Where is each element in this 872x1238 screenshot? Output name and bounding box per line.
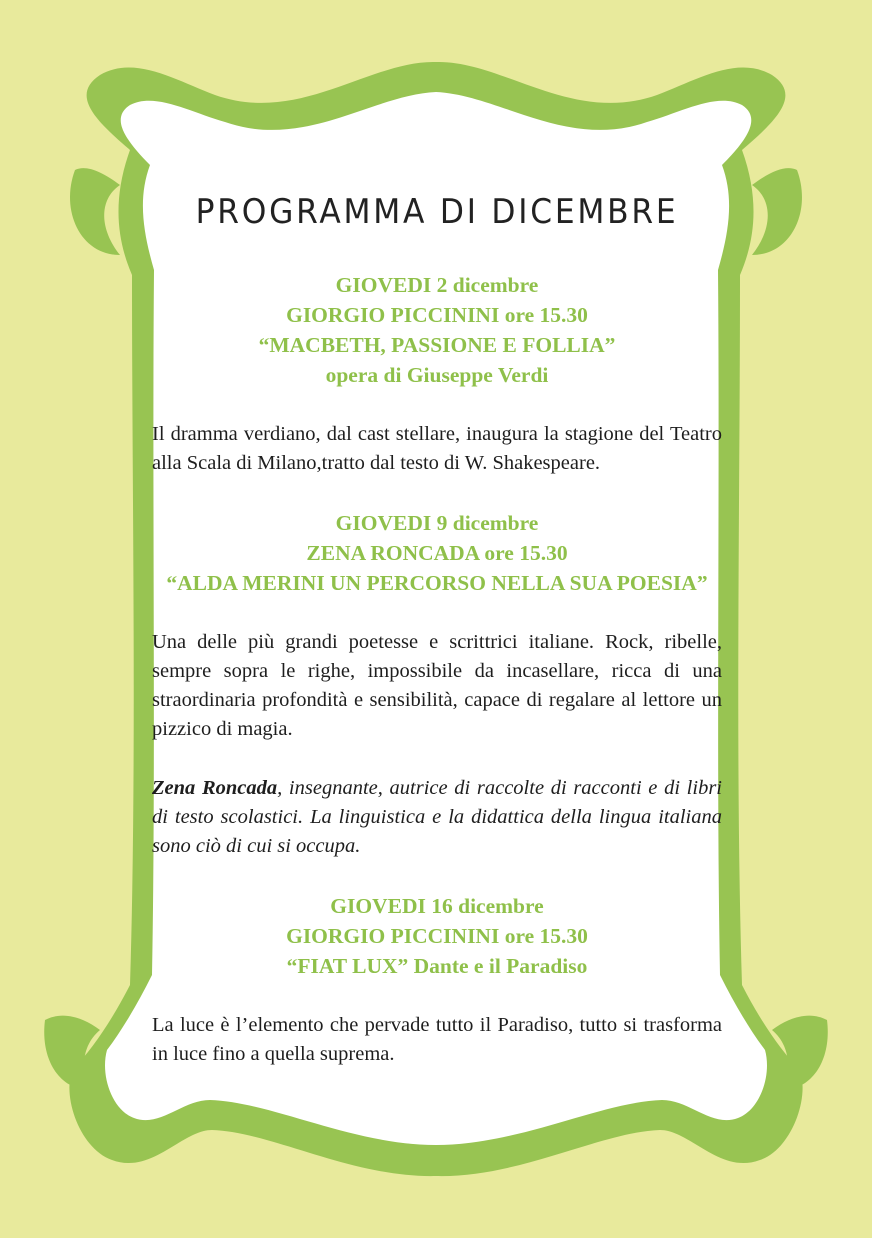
event-2-header xyxy=(152,508,722,598)
event-1-date: GIOVEDI 2 dicembre xyxy=(335,273,539,297)
event-3-header xyxy=(152,891,722,981)
program-content xyxy=(152,190,722,1099)
curl-top-right xyxy=(752,168,802,255)
event-3-description: La luce è l’elemento che pervade tutto il Paradiso, tutto si trasforma in luce fino a quella suprema. xyxy=(152,1014,722,1065)
page-title: PROGRAMMA DI DICEMBRE xyxy=(195,192,679,232)
curl-top-left xyxy=(70,168,120,255)
event-3-talk: “FIAT LUX” Dante e il Paradiso xyxy=(286,954,588,978)
event-2-talk: “ALDA MERINI UN PERCORSO NELLA SUA POESIA” xyxy=(166,571,708,595)
event-2-speaker-bio xyxy=(152,774,722,861)
event-2-description: Una delle più grandi poetesse e scrittrici italiane. Rock, ribelle, sempre sopra le righe, impossibile da incasellare, ricca di una straordinaria profondità e sensibilità, capace di regalare al lettore un pizzico di magia. xyxy=(152,631,722,740)
event-1-description: Il dramma verdiano, dal cast stellare, inaugura la stagione del Teatro alla Scala di Milano,tratto dal testo di W. Shakespeare. xyxy=(152,423,722,474)
event-1-subtitle: opera di Giuseppe Verdi xyxy=(325,363,549,387)
bio-name: Zena Roncada xyxy=(152,777,278,799)
event-3-speaker: GIORGIO PICCININI ore 15.30 xyxy=(286,924,588,948)
bio-text: , insegnante, autrice di raccolte di racconti e di libri di testo scolastici. La linguistica e la didattica della lingua italiana sono ciò di cui si occupa. xyxy=(152,777,722,857)
event-2-speaker: ZENA RONCADA ore 15.30 xyxy=(306,541,568,565)
event-2-date: GIOVEDI 9 dicembre xyxy=(335,511,539,535)
event-1-header xyxy=(152,270,722,390)
event-3-date: GIOVEDI 16 dicembre xyxy=(330,894,544,918)
event-1-talk: “MACBETH, PASSIONE E FOLLIA” xyxy=(258,333,616,357)
event-1-speaker: GIORGIO PICCININI ore 15.30 xyxy=(286,303,588,327)
